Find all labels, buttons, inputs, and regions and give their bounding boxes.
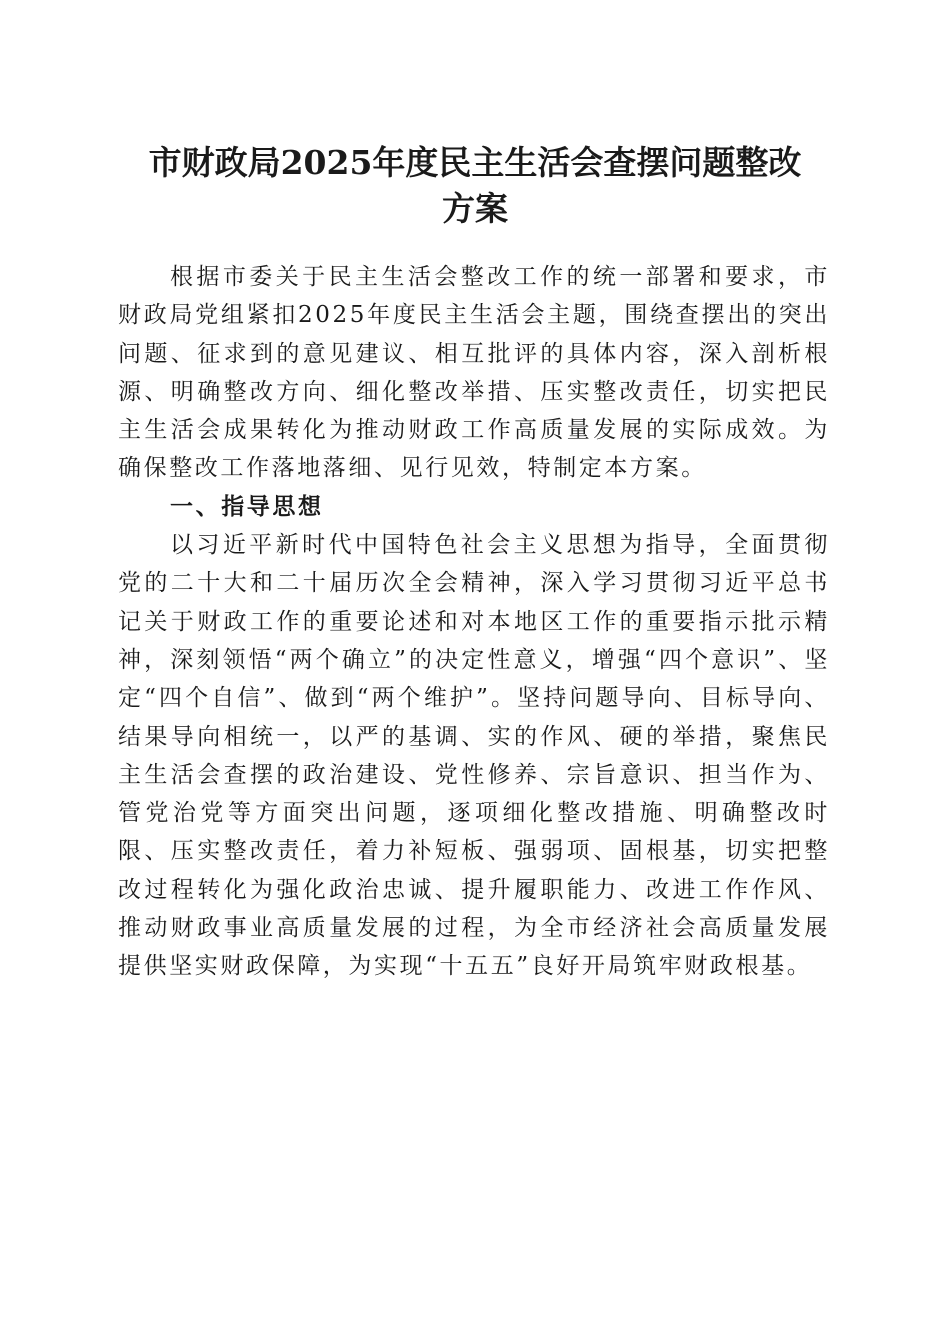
intro-paragraph: 根据市委关于民主生活会整改工作的统一部署和要求，市财政局党组紧扣2025年度民主生活会主题，围绕查摆出的突出问题、征求到的意见建议、相互批评的具体内容，深入剖析根源、明确整改方向、细化整改举措、压实整改责任，切实把民主生活会成果转化为推动财政工作高质量发展的实际成效。为确保整改工作落地落细、见行见效，特制定本方案。 xyxy=(118,264,830,482)
title-line-1: 市财政局2025年度民主生活会查摆问题整改 xyxy=(148,143,802,182)
section-heading-guiding-ideology: 一、指导思想 xyxy=(170,493,324,520)
document-body xyxy=(118,258,830,986)
guiding-ideology-paragraph: 以习近平新时代中国特色社会主义思想为指导，全面贯彻党的二十大和二十届历次全会精神，深入学习贯彻习近平总书记关于财政工作的重要论述和对本地区工作的重要指示批示精神，深刻领悟“两个确立”的决定性意义，增强“四个意识”、坚定“四个自信”、做到“两个维护”。坚持问题导向、目标导向、结果导向相统一，以严的基调、实的作风、硬的举措，聚焦民主生活会查摆的政治建设、党性修养、宗旨意识、担当作为、管党治党等方面突出问题，逐项细化整改措施、明确整改时限、压实整改责任，着力补短板、强弱项、固根基，切实把整改过程转化为强化政治忠诚、提升履职能力、改进工作作风、推动财政事业高质量发展的过程，为全市经济社会高质量发展提供坚实财政保障，为实现“十五五”良好开局筑牢财政根基。 xyxy=(118,532,830,980)
title-line-2: 方案 xyxy=(442,189,508,228)
document-title xyxy=(100,140,850,232)
